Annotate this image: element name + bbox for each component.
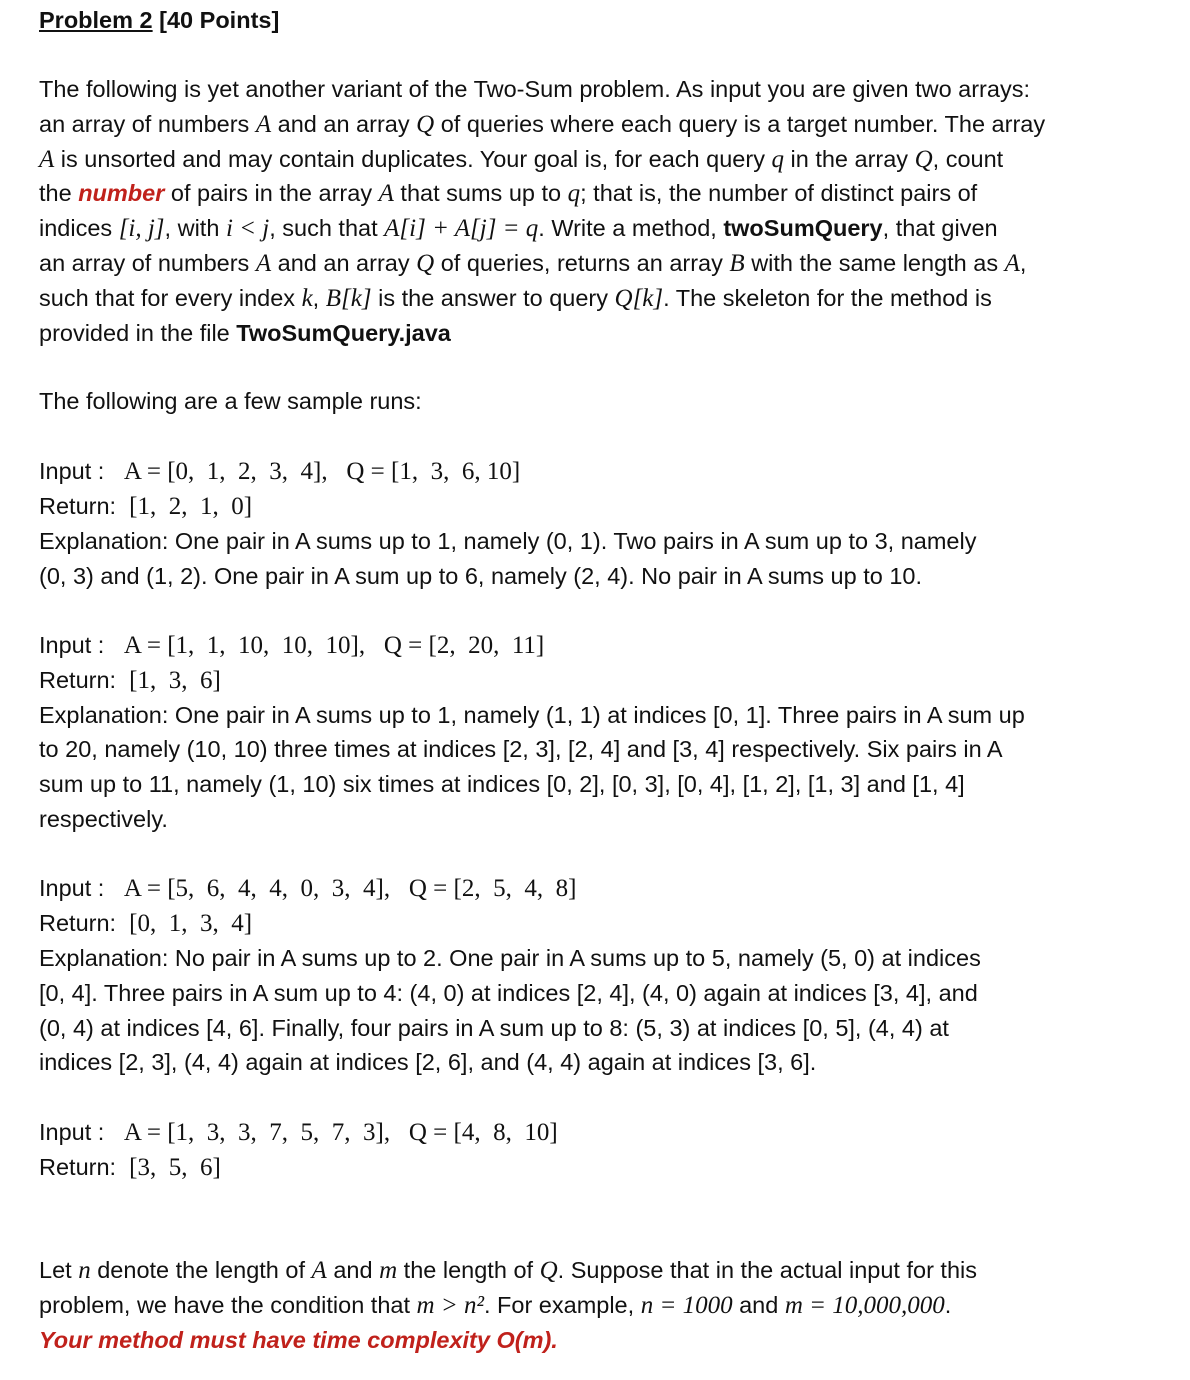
text: an array of numbers: [39, 111, 256, 137]
math: m = 10,000,000: [784, 1292, 945, 1319]
return-values: [0, 1, 3, 4]: [129, 910, 253, 937]
math: Q: [539, 1257, 558, 1284]
math: q: [771, 146, 784, 173]
math: Q: [416, 250, 435, 277]
intro-line-2: [39, 109, 1045, 139]
text: ,: [312, 285, 326, 311]
text: .: [944, 1292, 952, 1318]
text: , with: [164, 215, 226, 241]
text: , count: [932, 146, 1004, 172]
problem-points: [40 Points]: [159, 7, 280, 33]
math: A: [311, 1257, 327, 1284]
samples-heading: The following are a few sample runs:: [39, 388, 422, 414]
input-label: Input :: [39, 632, 105, 658]
math: B[k]: [325, 285, 372, 312]
text: of queries where each query is a target number. The array: [434, 111, 1046, 137]
math: Q[k]: [614, 285, 664, 312]
math: q: [567, 180, 581, 207]
math: B: [729, 250, 745, 277]
text: . Suppose that in the actual input for this: [557, 1257, 977, 1283]
sample-1-explanation-1: Explanation: One pair in A sums up to 1, namely (0, 1). Two pairs in A sum up to 3, namely: [39, 528, 977, 554]
math: m: [379, 1257, 398, 1284]
intro-line-6: [39, 248, 1026, 278]
text: Let: [39, 1257, 79, 1283]
emphasis-number: number: [78, 180, 165, 206]
text: ; that is, the number of distinct pairs of: [580, 180, 978, 206]
closing-line-1: [39, 1255, 977, 1285]
math: A: [1004, 250, 1020, 277]
math: i < j: [225, 215, 270, 242]
text: and: [326, 1257, 380, 1283]
text: with the same length as: [744, 250, 1005, 276]
problem-number: Problem 2: [39, 7, 153, 33]
sample-4-input: [39, 1117, 558, 1147]
math: Q: [416, 111, 435, 138]
input-values: A = [1, 1, 10, 10, 10], Q = [2, 20, 11]: [123, 632, 545, 659]
sample-2-return: [39, 665, 221, 695]
sample-3-explanation-1: Explanation: No pair in A sums up to 2. One pair in A sums up to 5, namely (5, 0) at indices: [39, 945, 981, 971]
return-label: Return:: [39, 493, 117, 519]
intro-line-7: [39, 283, 992, 313]
text: the: [39, 180, 79, 206]
sample-2-explanation-4: respectively.: [39, 806, 168, 832]
math: A: [378, 180, 394, 207]
math: Q: [914, 146, 933, 173]
input-values: A = [1, 3, 3, 7, 5, 7, 3], Q = [4, 8, 10]: [123, 1119, 558, 1146]
sample-2-explanation-2: to 20, namely (10, 10) three times at indices [2, 3], [2, 4] and [3, 4] respectively. Six pairs in A: [39, 736, 1003, 762]
return-label: Return:: [39, 910, 117, 936]
text: of pairs in the array: [164, 180, 379, 206]
text: . The skeleton for the method is: [663, 285, 992, 311]
input-label: Input :: [39, 875, 105, 901]
text: . Write a method,: [538, 215, 724, 241]
input-label: Input :: [39, 458, 105, 484]
return-values: [1, 2, 1, 0]: [129, 493, 253, 520]
intro-line-3: [39, 144, 1003, 174]
text: , that given: [882, 215, 998, 241]
sample-3-return: [39, 908, 252, 938]
text: is the answer to query: [371, 285, 615, 311]
sample-3-explanation-4: indices [2, 3], (4, 4) again at indices [2, 6], and (4, 4) again at indices [3, 6].: [39, 1049, 817, 1075]
math: m > n²: [416, 1292, 484, 1319]
sample-1-explanation-2: (0, 3) and (1, 2). One pair in A sum up to 6, namely (2, 4). No pair in A sums up to 10.: [39, 563, 923, 589]
text: . For example,: [483, 1292, 641, 1318]
text: that sums up to: [393, 180, 568, 206]
return-values: [3, 5, 6]: [129, 1154, 221, 1181]
text: denote the length of: [90, 1257, 312, 1283]
math: n = 1000: [640, 1292, 733, 1319]
math: n: [78, 1257, 91, 1284]
text: indices: [39, 215, 119, 241]
return-label: Return:: [39, 1154, 117, 1180]
text: an array of numbers: [39, 250, 256, 276]
complexity-requirement: Your method must have time complexity O(m).: [39, 1327, 558, 1353]
intro-line-8: [39, 318, 451, 348]
sample-4-return: [39, 1152, 221, 1182]
method-name: twoSumQuery: [723, 215, 883, 241]
input-values: A = [5, 6, 4, 4, 0, 3, 4], Q = [2, 5, 4, 8]: [123, 875, 577, 902]
text: and an array: [271, 111, 417, 137]
text: problem, we have the condition that: [39, 1292, 417, 1318]
intro-line-1: The following is yet another variant of the Two-Sum problem. As input you are given two arrays:: [39, 76, 1030, 102]
sample-2-explanation-1: Explanation: One pair in A sums up to 1, namely (1, 1) at indices [0, 1]. Three pairs in A sum up: [39, 702, 1025, 728]
text: the length of: [397, 1257, 540, 1283]
closing-line-2: [39, 1290, 951, 1320]
math: A[i] + A[j] = q: [384, 215, 539, 242]
text: and: [732, 1292, 785, 1318]
return-label: Return:: [39, 667, 117, 693]
problem-title: [39, 5, 279, 35]
math: A: [255, 111, 272, 138]
text: such that for every index: [39, 285, 302, 311]
math: k: [301, 285, 313, 312]
text: is unsorted and may contain duplicates. Your goal is, for each query: [54, 146, 772, 172]
sample-3-explanation-2: [0, 4]. Three pairs in A sum up to 4: (4, 0) at indices [2, 4], (4, 0) again at indices [3, 4], and: [39, 980, 978, 1006]
return-values: [1, 3, 6]: [129, 667, 221, 694]
text: in the array: [783, 146, 915, 172]
sample-2-explanation-3: sum up to 11, namely (1, 10) six times at indices [0, 2], [0, 3], [0, 4], [1, 2], [1, 3] and [1, 4]: [39, 771, 965, 797]
math: [i, j]: [118, 215, 165, 242]
sample-1-return: [39, 491, 252, 521]
text: of queries, returns an array: [434, 250, 730, 276]
sample-3-input: [39, 873, 576, 903]
text: ,: [1019, 250, 1027, 276]
sample-1-input: [39, 456, 520, 486]
math: A: [255, 250, 272, 277]
intro-line-4: [39, 178, 977, 208]
sample-3-explanation-3: (0, 4) at indices [4, 6]. Finally, four pairs in A sum up to 8: (5, 3) at indices [0, 5], (4, 4) at: [39, 1015, 949, 1041]
intro-line-5: [39, 213, 998, 243]
text: , such that: [269, 215, 385, 241]
input-values: A = [0, 1, 2, 3, 4], Q = [1, 3, 6, 10]: [123, 458, 521, 485]
text: and an array: [271, 250, 417, 276]
math: A: [39, 146, 55, 173]
input-label: Input :: [39, 1119, 105, 1145]
file-name: TwoSumQuery.java: [236, 320, 451, 346]
sample-2-input: [39, 630, 544, 660]
text: provided in the file: [39, 320, 237, 346]
